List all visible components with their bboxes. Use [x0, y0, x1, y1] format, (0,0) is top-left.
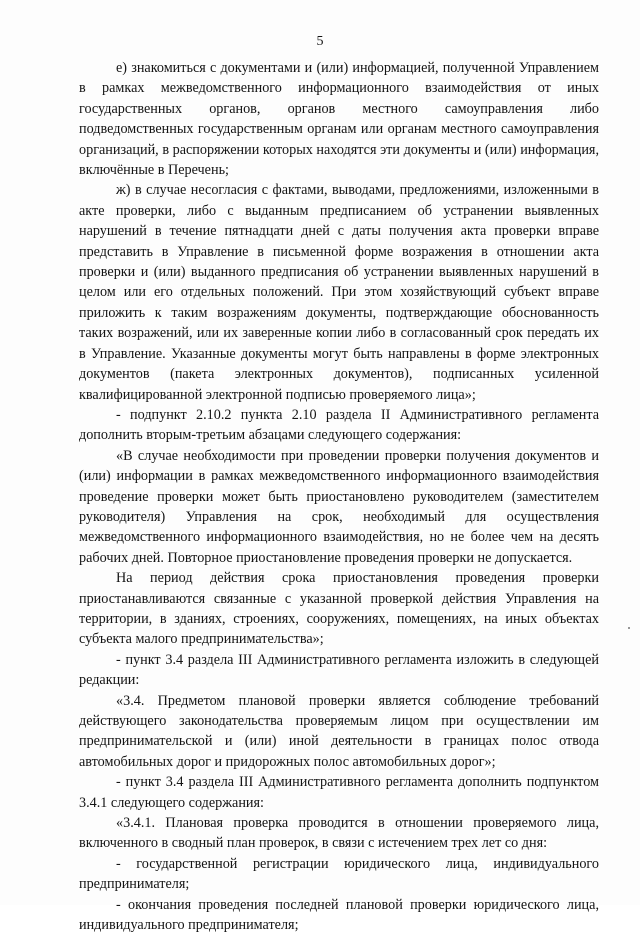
paragraph-list-registration: - государственной регистрации юридического лица, индивидуального предпринимателя; [79, 855, 599, 893]
page-number: 5 [316, 34, 324, 49]
paragraph-amendment-3-4-1: - пункт 3.4 раздела III Административного регламента дополнить подпунктом 3.4.1 следующего содержания: [79, 774, 599, 811]
paragraph-amendment-2-10-2: - подпункт 2.10.2 пункта 2.10 раздела II Административного регламента дополнить вторым-третьим абзацами следующего содержания: [79, 406, 599, 444]
paragraph-suspension-period: На период действия срока приостановления проведения проверки приостанавливаются связанные с указанной проверкой действия Управления на территории, в зданиях, строениях, сооружениях, помещениях, на иных объектах субъекта малого предпринимательства»; [79, 570, 599, 648]
paragraph-quote-3-4-1: «3.4.1. Плановая проверка проводится в отношении проверяемого лица, включенного в сводный план проверок, в связи с истечением трех лет со дня: [79, 815, 599, 852]
paragraph-item-e: е) знакомиться с документами и (или) информацией, полученной Управлением в рамках межведомственного информационного взаимодействия от иных государственных органов, органов местного самоуправления либо подведомственных государственным органам или органам местного самоуправления организаций, в распоряжении которых находятся эти документы и (или) информация, включённые в Перечень; [79, 60, 599, 179]
paragraph-quote-3-4: «3.4. Предметом плановой проверки является соблюдение требований действующего законодательства проверяемым лицом при осуществлении им предпринимательской и (или) иной деятельности в границах полос отвода автомобильных дорог и придорожных полос автомобильных дорог»; [79, 692, 599, 770]
paragraph-quote-suspension: «В случае необходимости при проведении проверки получения документов и (или) информации в рамках межведомственного информационного взаимодействия проведение проверки может быть приостановлено руководителем (заместителем руководителя) Управления на срок, необходимый для осуществления межведомственного информационного взаимодействия, но не более чем на десять рабочих дней. Повторное приостановление проведения проверки не допускается. [79, 447, 599, 566]
paragraph-list-last-inspection: - окончания проведения последней плановой проверки юридического лица, индивидуального предпринимателя; [79, 896, 599, 934]
paragraph-item-zh: ж) в случае несогласия с фактами, выводами, предложениями, изложенными в акте проверки, либо с выданным предписанием об устранении выявленных нарушений в течение пятнадцати дней с даты получения акта проверки вправе представить в Управление в письменной форме возражения в отношении акта проверки и (или) выданного предписания об устранении выявленных нарушений в целом или его отдельных положений. При этом хозяйствующий субъект вправе приложить к таким возражениям документы, подтверждающие обоснованность таких возражений, или их заверенные копии либо в согласованный срок передать их в Управление. Указанные документы могут быть направлены в форме электронных документов (пакета электронных документов), подписанных усиленной квалифицированной электронной подписью проверяемого лица»; [79, 182, 599, 403]
document-body [79, 58, 599, 935]
scan-speck [628, 627, 630, 629]
paragraph-amendment-3-4: - пункт 3.4 раздела III Административного регламента изложить в следующей редакции: [79, 651, 599, 689]
